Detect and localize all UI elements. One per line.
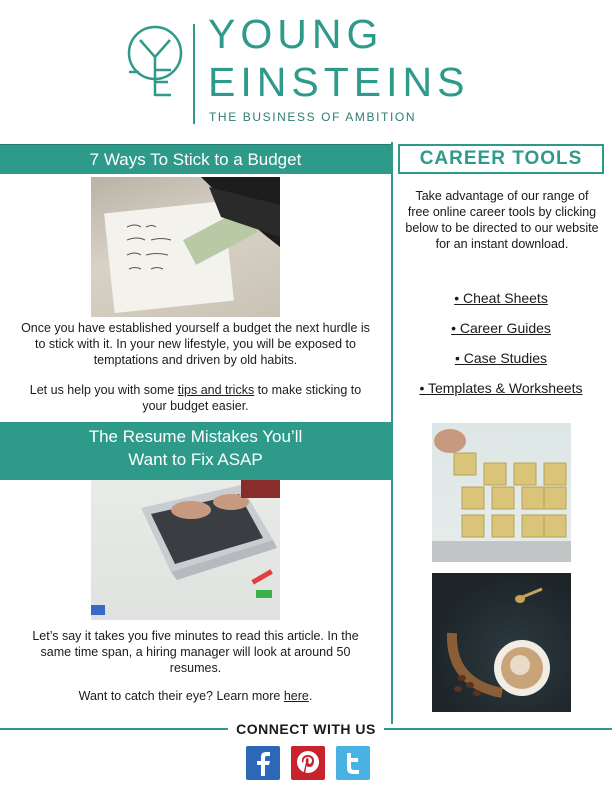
resume-text-after: . bbox=[308, 689, 313, 703]
learn-more-link[interactable]: here bbox=[283, 689, 309, 703]
resume-learn-more-paragraph bbox=[18, 688, 373, 704]
resume-title-line2: Want to Fix ASAP bbox=[128, 449, 263, 469]
header-divider bbox=[193, 24, 195, 124]
templates-worksheets-link[interactable]: • Templates & Worksheets bbox=[419, 380, 583, 396]
budget-tips-text-after: to make sticking to your budget easier. bbox=[142, 383, 362, 413]
brand-name-line1: YOUNG bbox=[208, 11, 384, 57]
facebook-icon[interactable] bbox=[246, 746, 280, 780]
resume-text-before: Want to catch their eye? Learn more bbox=[78, 689, 284, 703]
articles-column bbox=[0, 142, 393, 724]
budget-tips-paragraph bbox=[18, 382, 373, 414]
young-einsteins-logo-icon bbox=[126, 24, 184, 98]
brand-tagline: THE BUSINESS OF AMBITION bbox=[209, 110, 417, 124]
wallet-notepad-photo bbox=[91, 177, 280, 317]
tips-and-tricks-link[interactable]: tips and tricks bbox=[177, 383, 255, 397]
case-studies-link[interactable]: • Case Studies bbox=[454, 350, 548, 366]
article-title-budget[interactable]: 7 Ways To Stick to a Budget bbox=[0, 144, 391, 174]
pinterest-icon[interactable] bbox=[291, 746, 325, 780]
twitter-icon[interactable] bbox=[336, 746, 370, 780]
resume-title-line1: The Resume Mistakes You’ll bbox=[88, 427, 303, 446]
laptop-typing-photo bbox=[91, 480, 280, 620]
budget-paragraph: Once you have established yourself a budget the next hurdle is to stick with it. In your new lifestyle, you will be exposed to temptations and driven by old habits. bbox=[21, 321, 370, 367]
article-title-resume[interactable] bbox=[0, 422, 391, 480]
brand-name-line2: EINSTEINS bbox=[208, 59, 470, 105]
career-tools-heading: CAREER TOOLS bbox=[398, 144, 604, 174]
career-guides-link[interactable]: • Career Guides bbox=[451, 320, 551, 336]
resume-paragraph: Let’s say it takes you five minutes to read this article. In the same time span, a hiring manager will look at around 50 resumes. bbox=[32, 629, 359, 675]
budget-tips-text-before: Let us help you with some bbox=[29, 383, 178, 397]
career-tools-intro: Take advantage of our range of free online career tools by clicking below to be directed to our website for an instant download. bbox=[405, 189, 599, 251]
cheat-sheets-link[interactable]: • Cheat Sheets bbox=[454, 290, 548, 306]
dollar-blocks-photo bbox=[432, 423, 571, 562]
coffee-cup-photo bbox=[432, 573, 571, 712]
connect-heading bbox=[0, 721, 612, 737]
connect-heading-text: CONNECT WITH US bbox=[228, 721, 384, 737]
